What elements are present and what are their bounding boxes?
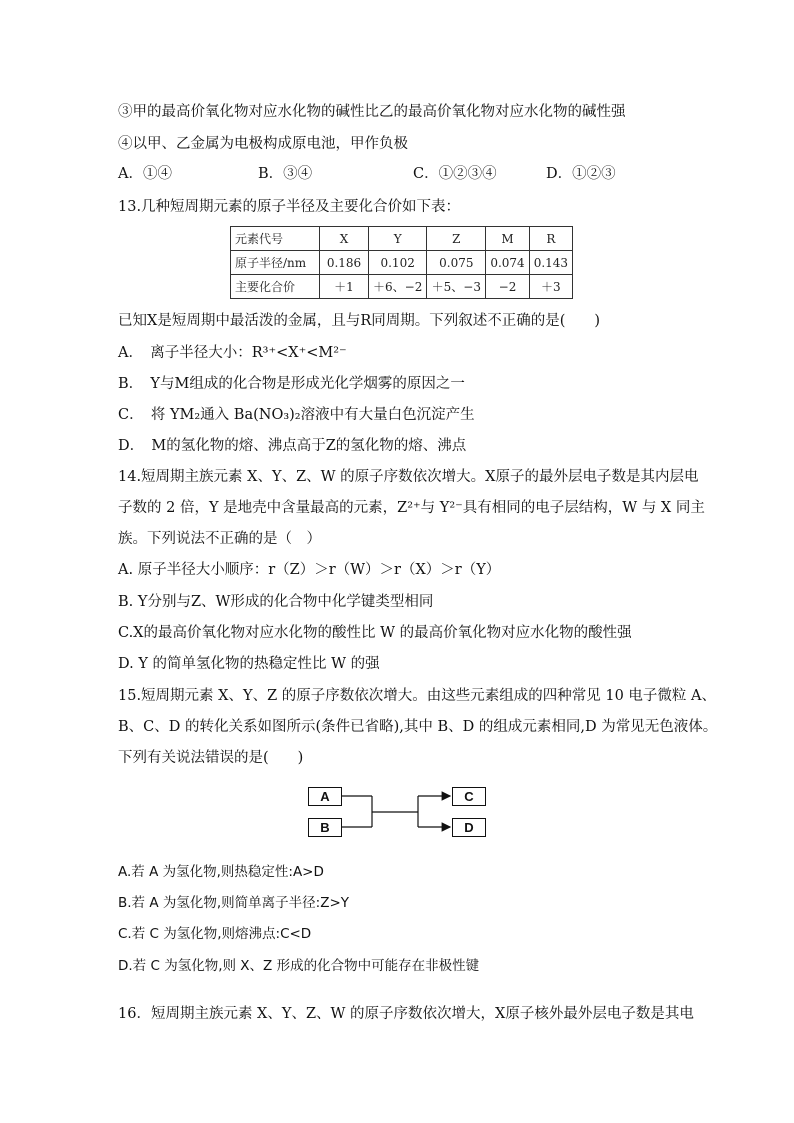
table-cell: ＋6、−2 bbox=[369, 275, 427, 299]
q14-option-d[interactable]: D. Y 的简单氢化物的热稳定性比 W 的强 bbox=[118, 656, 380, 672]
q12-option-b[interactable]: B．③④ bbox=[258, 166, 313, 182]
box-a: A bbox=[308, 787, 342, 806]
table-cell: ＋3 bbox=[529, 275, 572, 299]
table-header: Y bbox=[369, 227, 427, 251]
table-cell: 0.186 bbox=[320, 251, 369, 275]
table-cell: ＋5、−3 bbox=[427, 275, 486, 299]
table-header: R bbox=[529, 227, 572, 251]
table-row bbox=[231, 227, 573, 251]
q13-option-d[interactable]: D． M的氢化物的熔、沸点高于Z的氢化物的熔、沸点 bbox=[118, 438, 467, 454]
q14-stem-line-3: 族。下列说法不正确的是（ ） bbox=[118, 531, 321, 547]
q14-option-c[interactable]: C.X的最高价氧化物对应水化物的酸性比 W 的最高价氧化物对应水化物的酸性强 bbox=[118, 625, 632, 641]
table-header: 元素代号 bbox=[231, 227, 320, 251]
q15-option-d[interactable]: D.若 C 为氢化物,则 X、Z 形成的化合物中可能存在非极性键 bbox=[118, 958, 480, 974]
table-row bbox=[231, 251, 573, 275]
table-cell: ＋1 bbox=[320, 275, 369, 299]
q12-option-d[interactable]: D．①②③ bbox=[546, 166, 616, 182]
q13-condition: 已知X是短周期中最活泼的金属，且与R同周期。下列叙述不正确的是( ) bbox=[118, 313, 601, 329]
q16-stem-line-1: 16．短周期主族元素 X、Y、Z、W 的原子序数依次增大，X原子核外最外层电子数是其电 bbox=[118, 1006, 694, 1022]
element-table bbox=[230, 226, 573, 299]
table-cell: −2 bbox=[486, 275, 529, 299]
q15-option-c[interactable]: C.若 C 为氢化物,则熔沸点:C<D bbox=[118, 926, 312, 942]
q14-stem-line-1: 14.短周期主族元素 X、Y、Z、W 的原子序数依次增大。X原子的最外层电子数是其内层电 bbox=[118, 469, 699, 485]
table-cell: 原子半径/nm bbox=[231, 251, 320, 275]
box-c: C bbox=[452, 787, 486, 806]
q15-option-b[interactable]: B.若 A 为氢化物,则简单离子半径:Z>Y bbox=[118, 895, 350, 911]
box-b: B bbox=[308, 818, 342, 837]
q15-stem-line-3: 下列有关说法错误的是( ) bbox=[118, 750, 304, 766]
table-cell: 0.075 bbox=[427, 251, 486, 275]
q12-option-a[interactable]: A．①④ bbox=[118, 166, 172, 182]
table-header: X bbox=[320, 227, 369, 251]
box-d: D bbox=[452, 818, 486, 837]
q12-options bbox=[118, 164, 718, 184]
q13-stem: 13.几种短周期元素的原子半径及主要化合价如下表： bbox=[118, 199, 461, 215]
table-cell: 0.143 bbox=[529, 251, 572, 275]
q13-option-a[interactable]: A． 离子半径大小：R³⁺<X⁺<M²⁻ bbox=[118, 345, 347, 361]
q13-option-b[interactable]: B． Y与M组成的化合物是形成光化学烟雾的原因之一 bbox=[118, 376, 465, 392]
table-row bbox=[231, 275, 573, 299]
q15-option-a[interactable]: A.若 A 为氢化物,则热稳定性:A>D bbox=[118, 864, 324, 880]
q12-statement-3: ③甲的最高价氧化物对应水化物的碱性比乙的最高价氧化物对应水化物的碱性强 bbox=[118, 104, 626, 120]
q14-option-b[interactable]: B. Y分别与Z、W形成的化合物中化学键类型相同 bbox=[118, 594, 434, 610]
q15-stem-line-1: 15.短周期元素 X、Y、Z 的原子序数依次增大。由这些元素组成的四种常见 10 电子微粒 A、 bbox=[118, 688, 716, 704]
q14-stem-line-2: 子数的 2 倍，Y 是地壳中含量最高的元素，Z²⁺与 Y²⁻具有相同的电子层结构，W 与 X 同主 bbox=[118, 500, 705, 516]
q14-option-a[interactable]: A. 原子半径大小顺序：r（Z）＞r（W）＞r（X）＞r（Y） bbox=[118, 562, 501, 578]
q12-statement-4: ④以甲、乙金属为电极构成原电池，甲作负极 bbox=[118, 136, 408, 152]
q12-option-c[interactable]: C．①②③④ bbox=[413, 166, 497, 182]
table-cell: 主要化合价 bbox=[231, 275, 320, 299]
table-header: M bbox=[486, 227, 529, 251]
q15-stem-line-2: B、C、D 的转化关系如图所示(条件已省略),其中 B、D 的组成元素相同,D 为常见无色液体。 bbox=[118, 719, 718, 735]
table-header: Z bbox=[427, 227, 486, 251]
q13-option-c[interactable]: C． 将 YM₂通入 Ba(NO₃)₂溶液中有大量白色沉淀产生 bbox=[118, 407, 475, 423]
table-cell: 0.102 bbox=[369, 251, 427, 275]
table-cell: 0.074 bbox=[486, 251, 529, 275]
